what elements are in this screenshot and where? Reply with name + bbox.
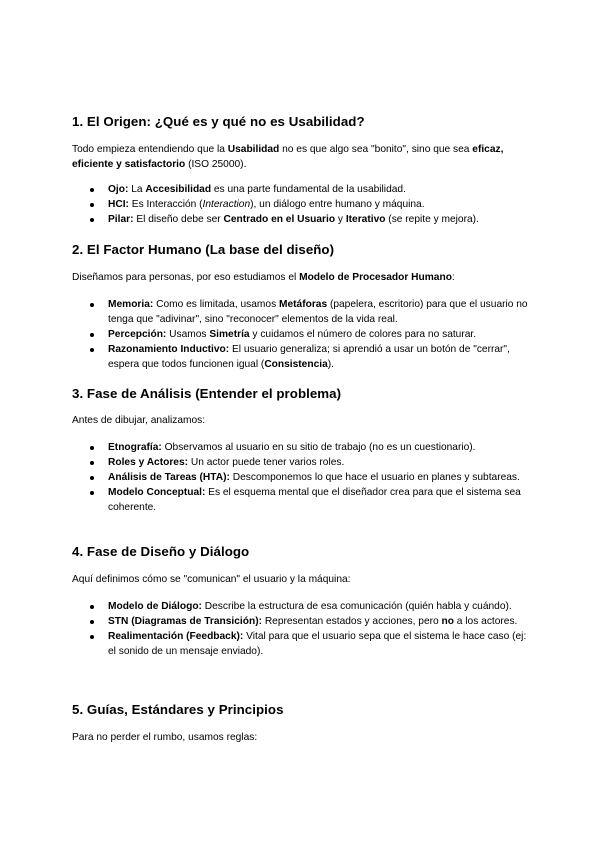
bold-text: Etnografía:	[108, 442, 162, 453]
text-run: Vital para que el usuario sepa que el sistema le hace caso (ej: el sonido de un mensaje enviado).	[108, 631, 527, 657]
bold-text: Modelo de Diálogo:	[108, 601, 202, 612]
text-run: Como es limitada, usamos	[153, 299, 279, 310]
bullet-dot-icon	[90, 491, 94, 495]
text-run: Representan estados y acciones, pero	[261, 616, 442, 627]
section-intro	[72, 270, 532, 285]
bullet-item	[72, 485, 532, 515]
text-run: es una parte fundamental de la usabilidad.	[211, 184, 406, 195]
bullet-dot-icon	[90, 218, 94, 222]
bold-text: Percepción:	[108, 329, 167, 340]
bullet-item	[72, 212, 532, 227]
text-run: Describe la estructura de esa comunicación (quién habla y cuándo).	[201, 601, 512, 612]
text-run: Antes de dibujar, analizamos:	[72, 415, 206, 426]
bullet-item	[72, 297, 532, 327]
bullet-dot-icon	[90, 203, 94, 207]
section-intro	[72, 572, 532, 587]
bullet-list	[72, 440, 532, 515]
bullet-item	[72, 327, 532, 342]
text-run: Un actor puede tener varios roles.	[188, 457, 345, 468]
text-run: Usamos	[166, 329, 210, 340]
section-intro	[72, 730, 532, 745]
bullet-item	[72, 182, 532, 197]
text-run: y	[335, 214, 346, 225]
bullet-item	[72, 440, 532, 455]
section-heading: 5. Guías, Estándares y Principios	[72, 702, 284, 717]
bullet-dot-icon	[90, 635, 94, 639]
bullet-dot-icon	[90, 620, 94, 624]
bullet-dot-icon	[90, 348, 94, 352]
bold-text: Ojo:	[108, 184, 129, 195]
text-run: Es Interacción (	[128, 199, 203, 210]
text-run: ).	[327, 359, 334, 370]
bullet-dot-icon	[90, 446, 94, 450]
bullet-item	[72, 470, 532, 485]
bold-text: Iterativo	[345, 214, 386, 225]
bullet-dot-icon	[90, 303, 94, 307]
bullet-item	[72, 614, 532, 629]
bold-text: Memoria:	[108, 299, 154, 310]
text-run: :	[451, 272, 455, 283]
bold-text: no	[441, 616, 454, 627]
bold-text: Consistencia	[264, 359, 328, 370]
bold-text: HCI:	[108, 199, 129, 210]
text-run: Diseñamos para personas, por eso estudiamos el	[72, 272, 300, 283]
section-heading: 1. El Origen: ¿Qué es y qué no es Usabilidad?	[72, 114, 365, 129]
text-run: no es que algo sea "bonito", sino que sea	[279, 144, 473, 155]
text-run: Para no perder el rumbo, usamos reglas:	[72, 732, 258, 743]
text-run: Es el esquema mental que el diseñador crea para que el sistema sea coherente.	[108, 487, 521, 513]
text-run: ), un diálogo entre humano y máquina.	[250, 199, 425, 210]
bold-text: Accesibilidad	[145, 184, 212, 195]
section-heading: 3. Fase de Análisis (Entender el problema)	[72, 386, 342, 401]
bold-text: Modelo Conceptual:	[108, 487, 206, 498]
text-run: (se repite y mejora).	[385, 214, 479, 225]
bullet-item	[72, 197, 532, 212]
bold-text: Razonamiento Inductivo:	[108, 344, 230, 355]
bullet-list	[72, 182, 532, 227]
text-run: Observamos al usuario en su sitio de trabajo (no es un cuestionario).	[161, 442, 476, 453]
bullet-dot-icon	[90, 605, 94, 609]
bullet-list	[72, 297, 532, 372]
bullet-list	[72, 599, 532, 659]
italic-text: Interaction	[202, 199, 251, 210]
bold-text: Usabilidad	[227, 144, 280, 155]
bold-text: Modelo de Procesador Humano	[299, 272, 452, 283]
text-run: El diseño debe ser	[133, 214, 224, 225]
text-run: y cuidamos el número de colores para no saturar.	[249, 329, 477, 340]
text-run: El usuario generaliza; si aprendió a usar un botón de "cerrar", espera que todos funcionen igual (	[108, 344, 510, 370]
section-heading: 2. El Factor Humano (La base del diseño)	[72, 242, 335, 257]
bullet-item	[72, 342, 532, 372]
bold-text: Análisis de Tareas (HTA):	[108, 472, 230, 483]
text-run: Descomponemos lo que hace el usuario en planes y subtareas.	[229, 472, 520, 483]
section-heading: 4. Fase de Diseño y Diálogo	[72, 544, 250, 559]
bold-text: Metáforas	[279, 299, 328, 310]
text-run: Aquí definimos cómo se "comunican" el usuario y la máquina:	[72, 574, 351, 585]
bold-text: Realimentación (Feedback):	[108, 631, 244, 642]
text-run: a los actores.	[453, 616, 518, 627]
bullet-item	[72, 455, 532, 470]
text-run: La	[128, 184, 146, 195]
bold-text: Pilar:	[108, 214, 134, 225]
bold-text: Roles y Actores:	[108, 457, 189, 468]
section-intro	[72, 142, 532, 172]
bullet-dot-icon	[90, 476, 94, 480]
text-run: Todo empieza entendiendo que la	[72, 144, 228, 155]
bullet-dot-icon	[90, 188, 94, 192]
text-run: (ISO 25000).	[185, 159, 247, 170]
bold-text: Simetría	[209, 329, 250, 340]
bullet-item	[72, 629, 532, 659]
bold-text: STN (Diagramas de Transición):	[108, 616, 262, 627]
bullet-dot-icon	[90, 461, 94, 465]
bullet-item	[72, 599, 532, 614]
bold-text: Centrado en el Usuario	[223, 214, 336, 225]
bold-text: eficaz, eficiente y satisfactorio	[72, 144, 504, 170]
section-intro	[72, 413, 532, 428]
bullet-dot-icon	[90, 333, 94, 337]
text-run: (papelera, escritorio) para que el usuario no tenga que "adivinar", sino "reconocer" elementos de la vida real.	[108, 299, 528, 325]
